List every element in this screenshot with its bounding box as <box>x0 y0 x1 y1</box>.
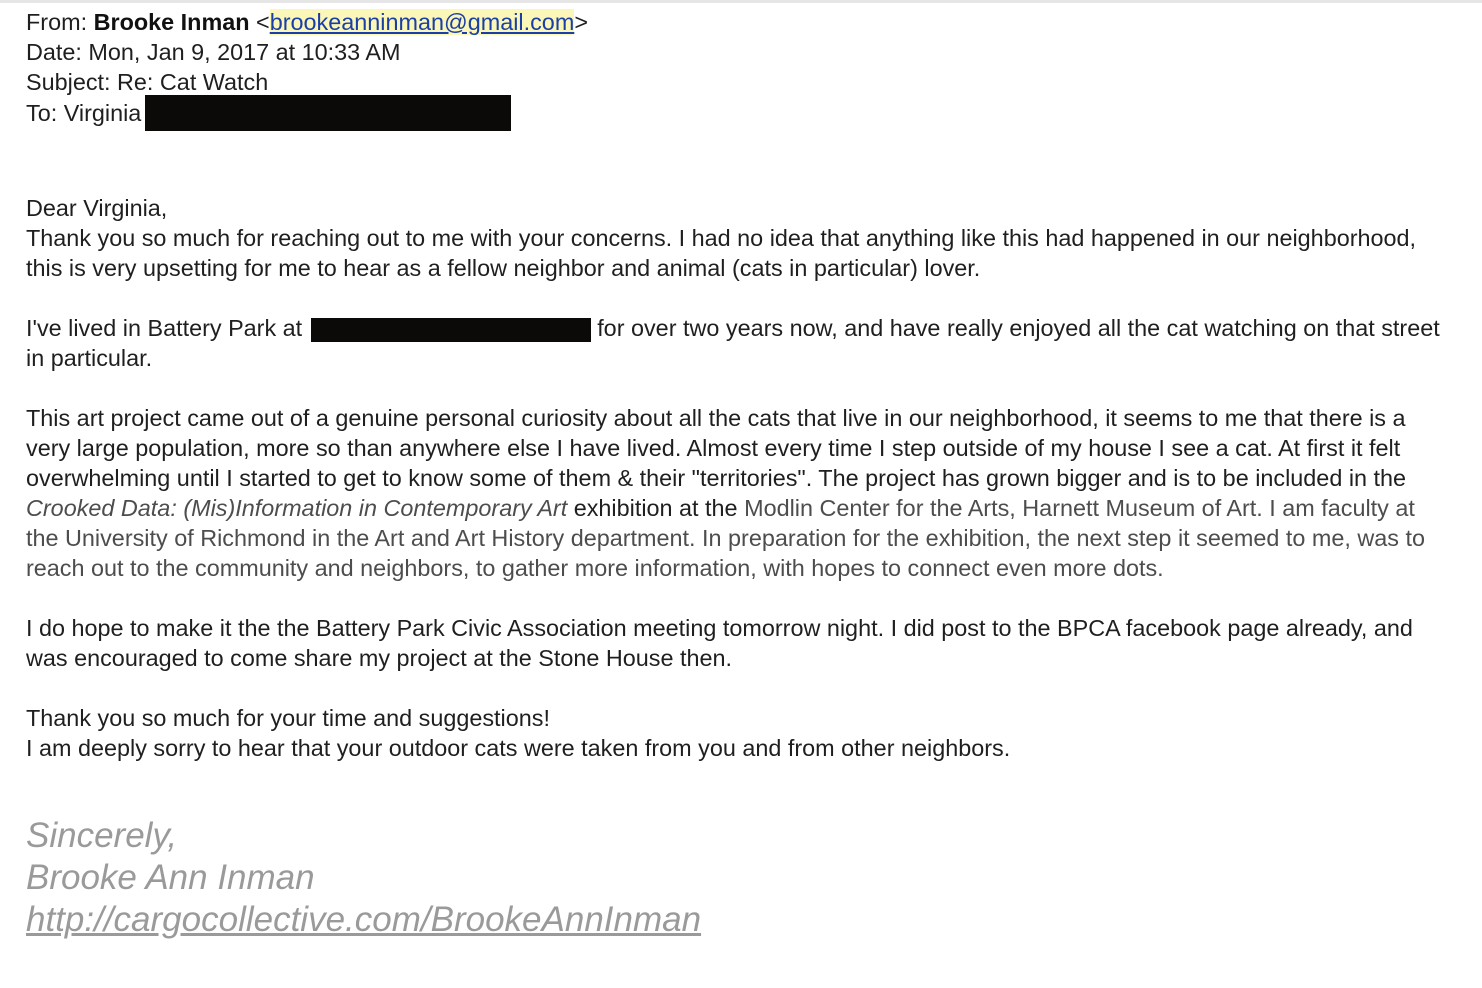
sender-name: Brooke Inman <box>93 9 250 35</box>
paragraph-3-middle: exhibition at the <box>573 495 738 521</box>
email-message <box>26 7 1446 763</box>
sender-email-link[interactable]: brookeanninman@gmail.com <box>269 9 575 35</box>
subject-line: Subject: Re: Cat Watch <box>26 69 269 95</box>
portfolio-link[interactable]: http://cargocollective.com/BrookeAnnInman <box>26 900 702 939</box>
from-label: From: <box>26 9 88 35</box>
redacted-recipient-email <box>145 95 511 131</box>
exhibition-title: Crooked Data: (Mis)Information in Contemporary Art <box>26 495 568 521</box>
spacer <box>26 133 1446 193</box>
bracket-open: < <box>256 9 270 35</box>
spacer <box>26 373 1446 403</box>
paragraph-2-start: I've lived in Battery Park at <box>26 315 303 341</box>
paragraph-2 <box>26 313 1446 373</box>
signature-closing: Sincerely, <box>26 816 178 855</box>
spacer <box>26 283 1446 313</box>
to-label: To: Virginia <box>26 100 142 127</box>
spacer <box>26 583 1446 613</box>
greeting: Dear Virginia, <box>26 195 168 221</box>
to-line <box>26 97 1446 133</box>
bracket-close: > <box>574 9 588 35</box>
paragraph-3-start: This art project came out of a genuine personal curiosity about all the cats that live in our neighborhood, it seems to me that there is a very large population, more so than anywhere else I have lived. Almost every time I step outside of my house I see a cat. At first it felt overwhelming until I started to get to know some of them & their "territories". The project has grown bigger and is to be included in the <box>26 405 1407 491</box>
paragraph-4: I do hope to make it the the Battery Park Civic Association meeting tomorrow night. I did post to the BPCA facebook page already, and was encouraged to come share my project at the Stone House then. <box>26 615 1413 671</box>
signature-block <box>26 815 701 941</box>
redacted-street-address <box>311 318 591 342</box>
paragraph-2-end: for over two years now, and have really enjoyed all the cat watching on that street in particular. <box>26 315 1440 371</box>
sympathy-line: I am deeply sorry to hear that your outdoor cats were taken from you and from other neighbors. <box>26 735 1011 761</box>
paragraph-1: Thank you so much for reaching out to me with your concerns. I had no idea that anything like this had happened in our neighborhood, this is very upsetting for me to hear as a fellow neighbor and animal (cats in particular) lover. <box>26 225 1417 281</box>
top-divider <box>0 0 1482 3</box>
thanks-line: Thank you so much for your time and suggestions! <box>26 705 550 731</box>
spacer <box>26 673 1446 703</box>
paragraph-3-end: Modlin Center for the Arts, Harnett Museum of Art. I am faculty at the University of Richmond in the Art and Art History department. In preparation for the exhibition, the next step it seemed to me, was to reach out to the community and neighbors, to gather more information, with hopes to connect even more dots. <box>26 495 1425 581</box>
date-line: Date: Mon, Jan 9, 2017 at 10:33 AM <box>26 39 401 65</box>
from-line <box>26 7 1446 37</box>
paragraph-3 <box>26 403 1446 583</box>
signature-name: Brooke Ann Inman <box>26 858 315 897</box>
